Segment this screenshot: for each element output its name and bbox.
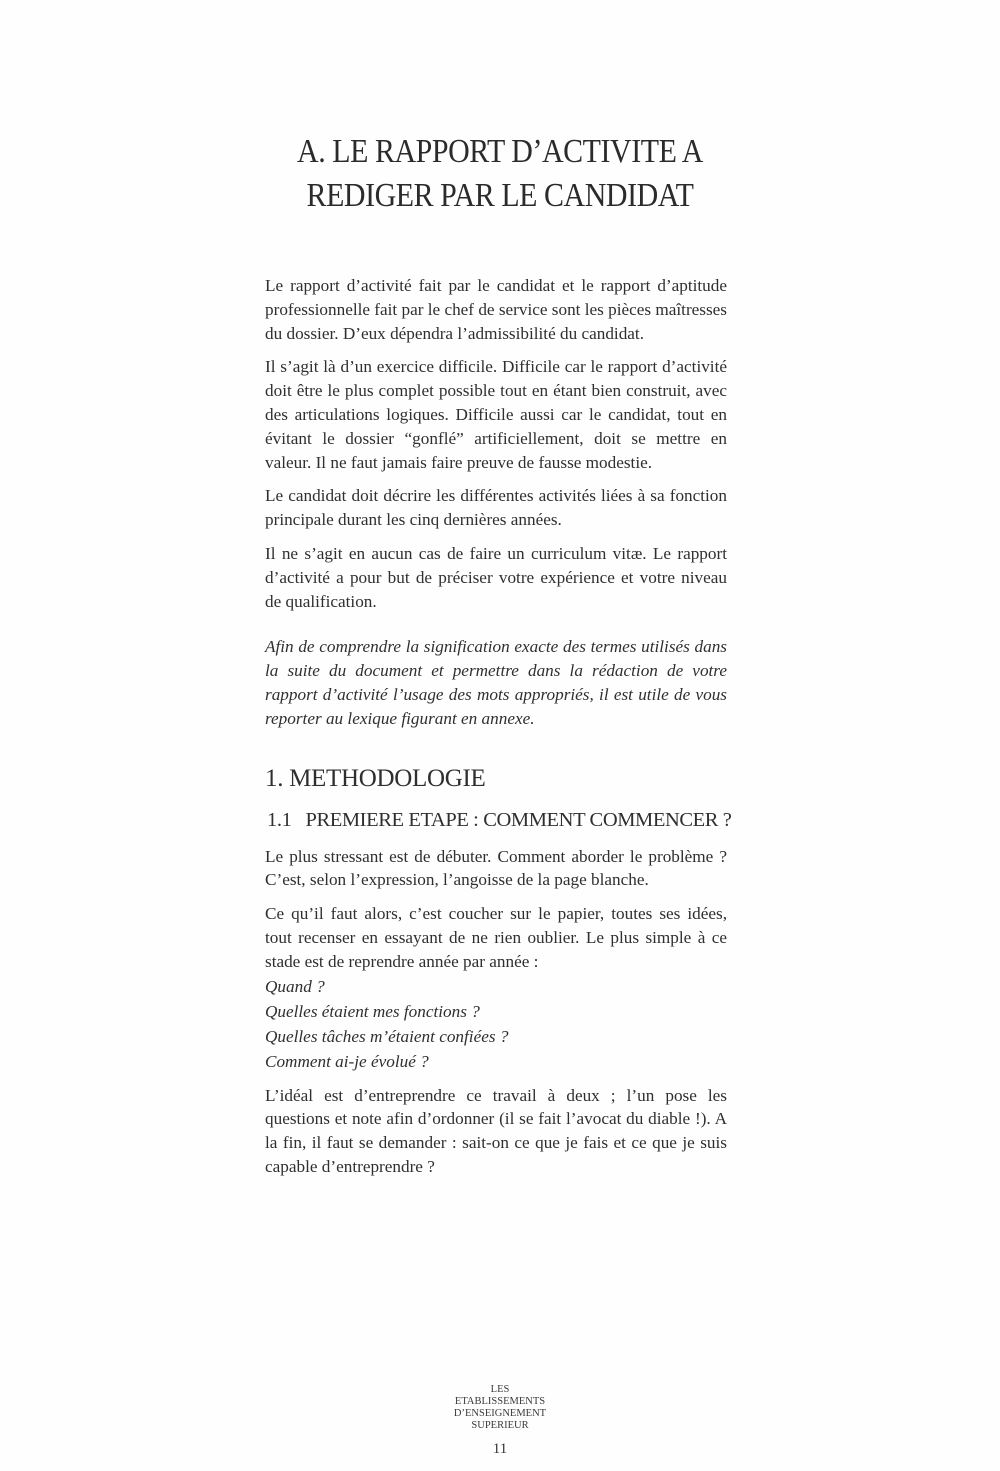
intro-paragraph-2: Il s’agit là d’un exercice difficile. Difficile car le rapport d’activité doit être le plus complet possible tout en étant bien construit, avec des articulations logiques. Difficile aussi car le candidat, tout en évitant le dossier “gonflé” artificiellement, doit se mettre en valeur. Il ne faut jamais faire preuve de fausse modestie.	[265, 357, 727, 472]
footer-line: LES	[490, 1384, 510, 1395]
footer-publisher	[400, 1384, 600, 1432]
footer-line: SUPERIEUR	[471, 1420, 529, 1431]
footer-line: D’ENSEIGNEMENT	[453, 1408, 547, 1419]
section-paragraph-2: Ce qu’il faut alors, c’est coucher sur le papier, toutes ses idées, tout recenser en essayant de ne rien oublier. Le plus simple à ce stade est de reprendre année par année :	[265, 904, 727, 971]
question-item: Quelles étaient mes fonctions ?	[265, 1001, 480, 1021]
body-text	[265, 274, 732, 1189]
page-number: 11	[492, 1441, 508, 1457]
question-item: Comment ai-je évolué ?	[265, 1051, 429, 1071]
lexicon-note: Afin de comprendre la signification exacte des termes utilisés dans la suite du document et permettre dans la rédaction de votre rapport d’activité l’usage des mots appropriés, il est utile de vous reporter au lexique figurant en annexe.	[265, 637, 727, 728]
intro-paragraph-3: Le candidat doit décrire les différentes activités liées à sa fonction principale durant les cinq dernières années.	[265, 486, 727, 530]
section-heading-methodologie: 1. METHODOLOGIE	[265, 764, 486, 792]
page-title	[236, 130, 764, 218]
subsection-heading	[267, 807, 732, 833]
section-paragraph-1: Le plus stressant est de débuter. Comment aborder le problème ? C’est, selon l’expression, l’angoisse de la page blanche.	[265, 846, 727, 890]
question-list	[265, 974, 727, 1074]
section-paragraph-3: L’idéal est d’entreprendre ce travail à deux ; l’un pose les questions et note afin d’ordonner (il se fait l’avocat du diable !). A la fin, il faut se demander : sait-on ce que je fais et ce que je suis capable d’entreprendre ?	[265, 1085, 727, 1176]
question-item: Quelles tâches m’étaient confiées ?	[265, 1026, 509, 1046]
subsection-number: 1.1	[267, 808, 292, 831]
question-item: Quand ?	[265, 976, 325, 996]
title-line-1: A. LE RAPPORT D’ACTIVITE A	[297, 133, 703, 170]
title-line-2: REDIGER PAR LE CANDIDAT	[306, 177, 694, 214]
footer-line: ETABLISSEMENTS	[454, 1396, 546, 1407]
subsection-title: PREMIERE ETAPE : COMMENT COMMENCER ?	[305, 808, 732, 831]
intro-paragraph-4: Il ne s’agit en aucun cas de faire un curriculum vitæ. Le rapport d’activité a pour but de préciser votre expérience et votre niveau de qualification.	[265, 543, 727, 611]
intro-paragraph-1: Le rapport d’activité fait par le candidat et le rapport d’aptitude professionnelle fait par le chef de service sont les pièces maîtresses du dossier. D’eux dépendra l’admissibilité du candidat.	[265, 276, 727, 343]
